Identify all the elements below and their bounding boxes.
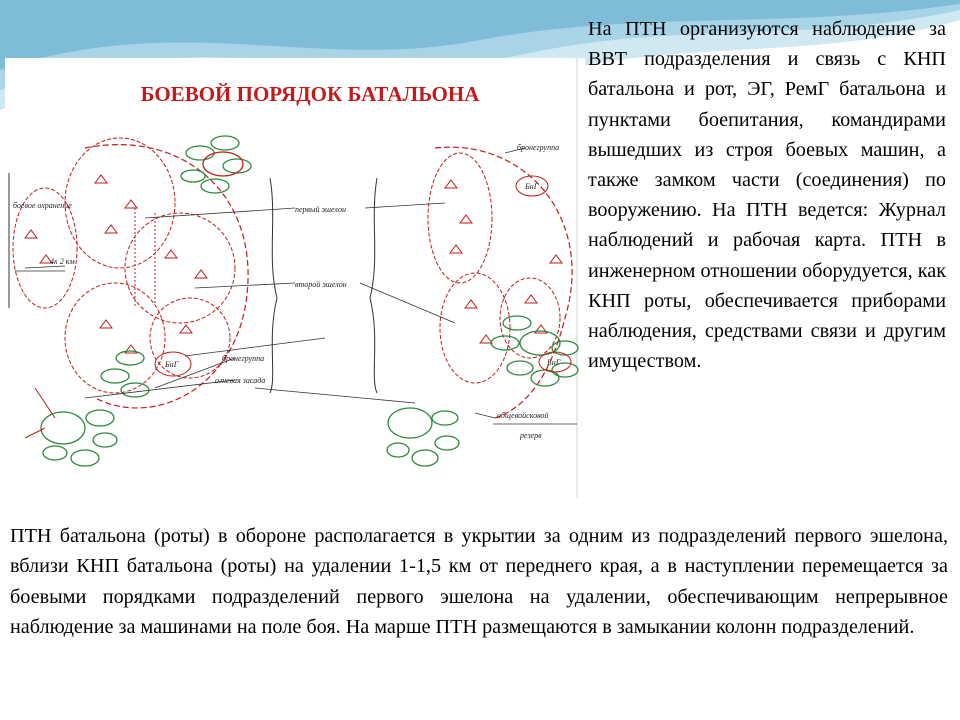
right-unit-company-3 xyxy=(500,278,560,358)
right-vehicle-marks xyxy=(445,180,562,343)
left-battalion xyxy=(13,138,235,393)
left-fire-ambush xyxy=(41,410,117,466)
right-bng-label: БнГ xyxy=(525,182,539,191)
label-reserve-1: общевойсковой xyxy=(497,411,549,420)
label-armor-group-right: бронегруппа xyxy=(517,143,560,152)
right-unit-company-1 xyxy=(428,153,492,283)
right-command-post xyxy=(491,316,578,386)
right-brace xyxy=(370,178,377,393)
label-combat-security: боевое охранение xyxy=(13,201,72,210)
label-first-echelon: первый эшелон xyxy=(295,205,346,214)
side-paragraph: На ПТН организуются наблюдение за ВВТ подразделения и связь с КНП батальона и рот, ЭГ, РемГ батальона и пунктами боепитания, командирами вышедших из строя боевых машин, а также замком части (соединения) по вооружению. На ПТН ведется: Журнал наблюдений и рабочая карта. ПТН в инженерном отношении оборудуется, как КНП роты, обеспечивается приборами наблюдения, средствами связи и другим имуществом. xyxy=(588,18,946,373)
left-armor-blobs xyxy=(101,351,149,397)
left-unit-company-4 xyxy=(150,298,230,378)
left-brace xyxy=(270,178,277,393)
right-fire-ambush xyxy=(387,408,459,466)
diagram-svg xyxy=(5,58,585,503)
right-bng-label-2: БнГ xyxy=(547,358,561,367)
left-unit-company-1 xyxy=(65,138,175,268)
battalion-diagram xyxy=(5,58,585,503)
label-armor-group-left: бронегруппа xyxy=(222,354,265,363)
label-distance: 4к 2 км xyxy=(50,257,75,266)
diagram-title: БОЕВОЙ ПОРЯДОК БАТАЛЬОНА xyxy=(140,82,480,106)
right-unit-company-2 xyxy=(440,273,510,383)
bottom-paragraph: ПТН батальона (роты) в обороне располагается в укрытии за одним из подразделений первого эшелона, вблизи КНП батальона (роты) на удалении 1-1,5 км от переднего края, а в наступлении перемещается за боевыми порядками подразделений первого эшелона на удалении, обеспечивающим непрерывное наблюдение за машинами на поле боя. На марше ПТН размещаются в замыкании колонн подразделений. xyxy=(10,525,948,639)
left-bng-label: БнГ xyxy=(165,360,179,369)
label-reserve-2: резерв xyxy=(520,431,542,440)
left-unit-company-2 xyxy=(125,213,235,323)
label-second-echelon: второй эшелон xyxy=(295,280,347,289)
left-ambush-arrow xyxy=(35,388,55,418)
label-fire-ambush: огневая засада xyxy=(215,376,266,385)
left-unit-company-3 xyxy=(65,283,165,393)
